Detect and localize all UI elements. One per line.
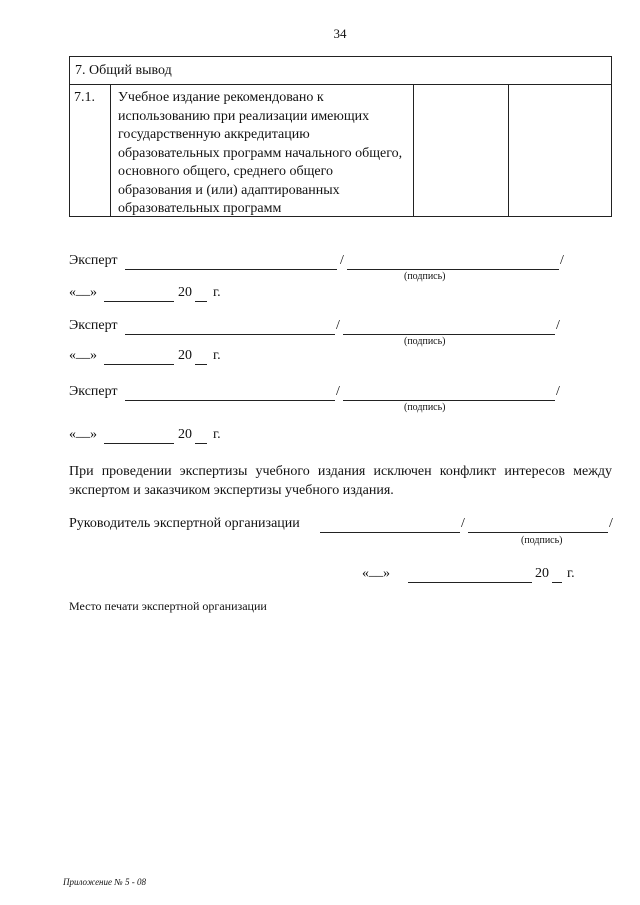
row-text: Учебное издание рекомендовано к использованию при реализации имеющих государственную аккредитацию образовательных программ начального общего, основного общего, среднего общего образования и (или) адаптированных образовательных программ	[111, 85, 414, 216]
open-quote: «	[362, 566, 369, 581]
slash: /	[556, 318, 560, 333]
conclusion-table	[69, 56, 612, 217]
expert-name-blank	[125, 253, 337, 270]
table-section-header: 7. Общий вывод	[70, 57, 611, 85]
expert-signature-line-1	[69, 253, 629, 283]
expert-label: Эксперт	[69, 253, 118, 268]
month-blank	[408, 566, 532, 583]
expert-signature-line-2	[69, 318, 629, 348]
conflict-statement: При проведении экспертизы учебного издания исключен конфликт интересов между экспертом и заказчиком экспертизы учебного издания.	[69, 464, 612, 498]
month-blank	[104, 427, 174, 444]
slash: /	[336, 384, 340, 399]
month-blank	[104, 348, 174, 365]
signature-caption: (подпись)	[521, 535, 563, 546]
close-quote: »	[90, 285, 97, 300]
expert-date-line-2	[69, 348, 269, 368]
expert-sign-blank	[347, 253, 559, 270]
year-blank	[195, 285, 207, 302]
expert-date-line-3	[69, 427, 269, 447]
head-label: Руководитель экспертной организации	[69, 516, 300, 531]
table-row	[70, 85, 611, 216]
signature-caption: (подпись)	[404, 271, 446, 282]
year-suffix: г.	[213, 348, 221, 363]
head-signature-line	[69, 516, 629, 546]
day-blank: __	[76, 346, 90, 361]
open-quote: «	[69, 427, 76, 442]
slash: /	[556, 384, 560, 399]
year-prefix: 20	[178, 427, 192, 442]
expert-name-blank	[125, 318, 335, 335]
head-sign-blank	[468, 516, 608, 533]
year-blank	[552, 566, 562, 583]
expert-label: Эксперт	[69, 384, 118, 399]
slash: /	[340, 253, 344, 268]
expert-sign-blank	[343, 318, 555, 335]
year-suffix: г.	[213, 427, 221, 442]
row-mark-cell-2	[509, 85, 612, 216]
slash: /	[609, 516, 613, 531]
signature-caption: (подпись)	[404, 402, 446, 413]
expert-date-line-1	[69, 285, 269, 305]
slash: /	[336, 318, 340, 333]
head-date-line	[362, 566, 592, 586]
head-name-blank	[320, 516, 460, 533]
page-number: 34	[333, 26, 347, 41]
month-blank	[104, 285, 174, 302]
close-quote: »	[90, 427, 97, 442]
day-blank: __	[76, 425, 90, 440]
close-quote: »	[90, 348, 97, 363]
day-blank: __	[369, 564, 383, 579]
close-quote: »	[383, 566, 390, 581]
row-mark-cell-1	[414, 85, 509, 216]
year-blank	[195, 348, 207, 365]
footer-appendix-label: Приложение № 5 - 08	[63, 877, 146, 887]
expert-label: Эксперт	[69, 318, 118, 333]
year-prefix: 20	[178, 285, 192, 300]
slash: /	[560, 253, 564, 268]
stamp-place-label: Место печати экспертной организации	[69, 599, 267, 613]
day-blank: __	[76, 283, 90, 298]
year-blank	[195, 427, 207, 444]
open-quote: «	[69, 348, 76, 363]
signature-caption: (подпись)	[404, 336, 446, 347]
year-suffix: г.	[567, 566, 575, 581]
year-prefix: 20	[535, 566, 549, 581]
row-number: 7.1.	[70, 85, 111, 216]
expert-signature-line-3	[69, 384, 629, 414]
expert-sign-blank	[343, 384, 555, 401]
expert-name-blank	[125, 384, 335, 401]
year-suffix: г.	[213, 285, 221, 300]
slash: /	[461, 516, 465, 531]
open-quote: «	[69, 285, 76, 300]
year-prefix: 20	[178, 348, 192, 363]
